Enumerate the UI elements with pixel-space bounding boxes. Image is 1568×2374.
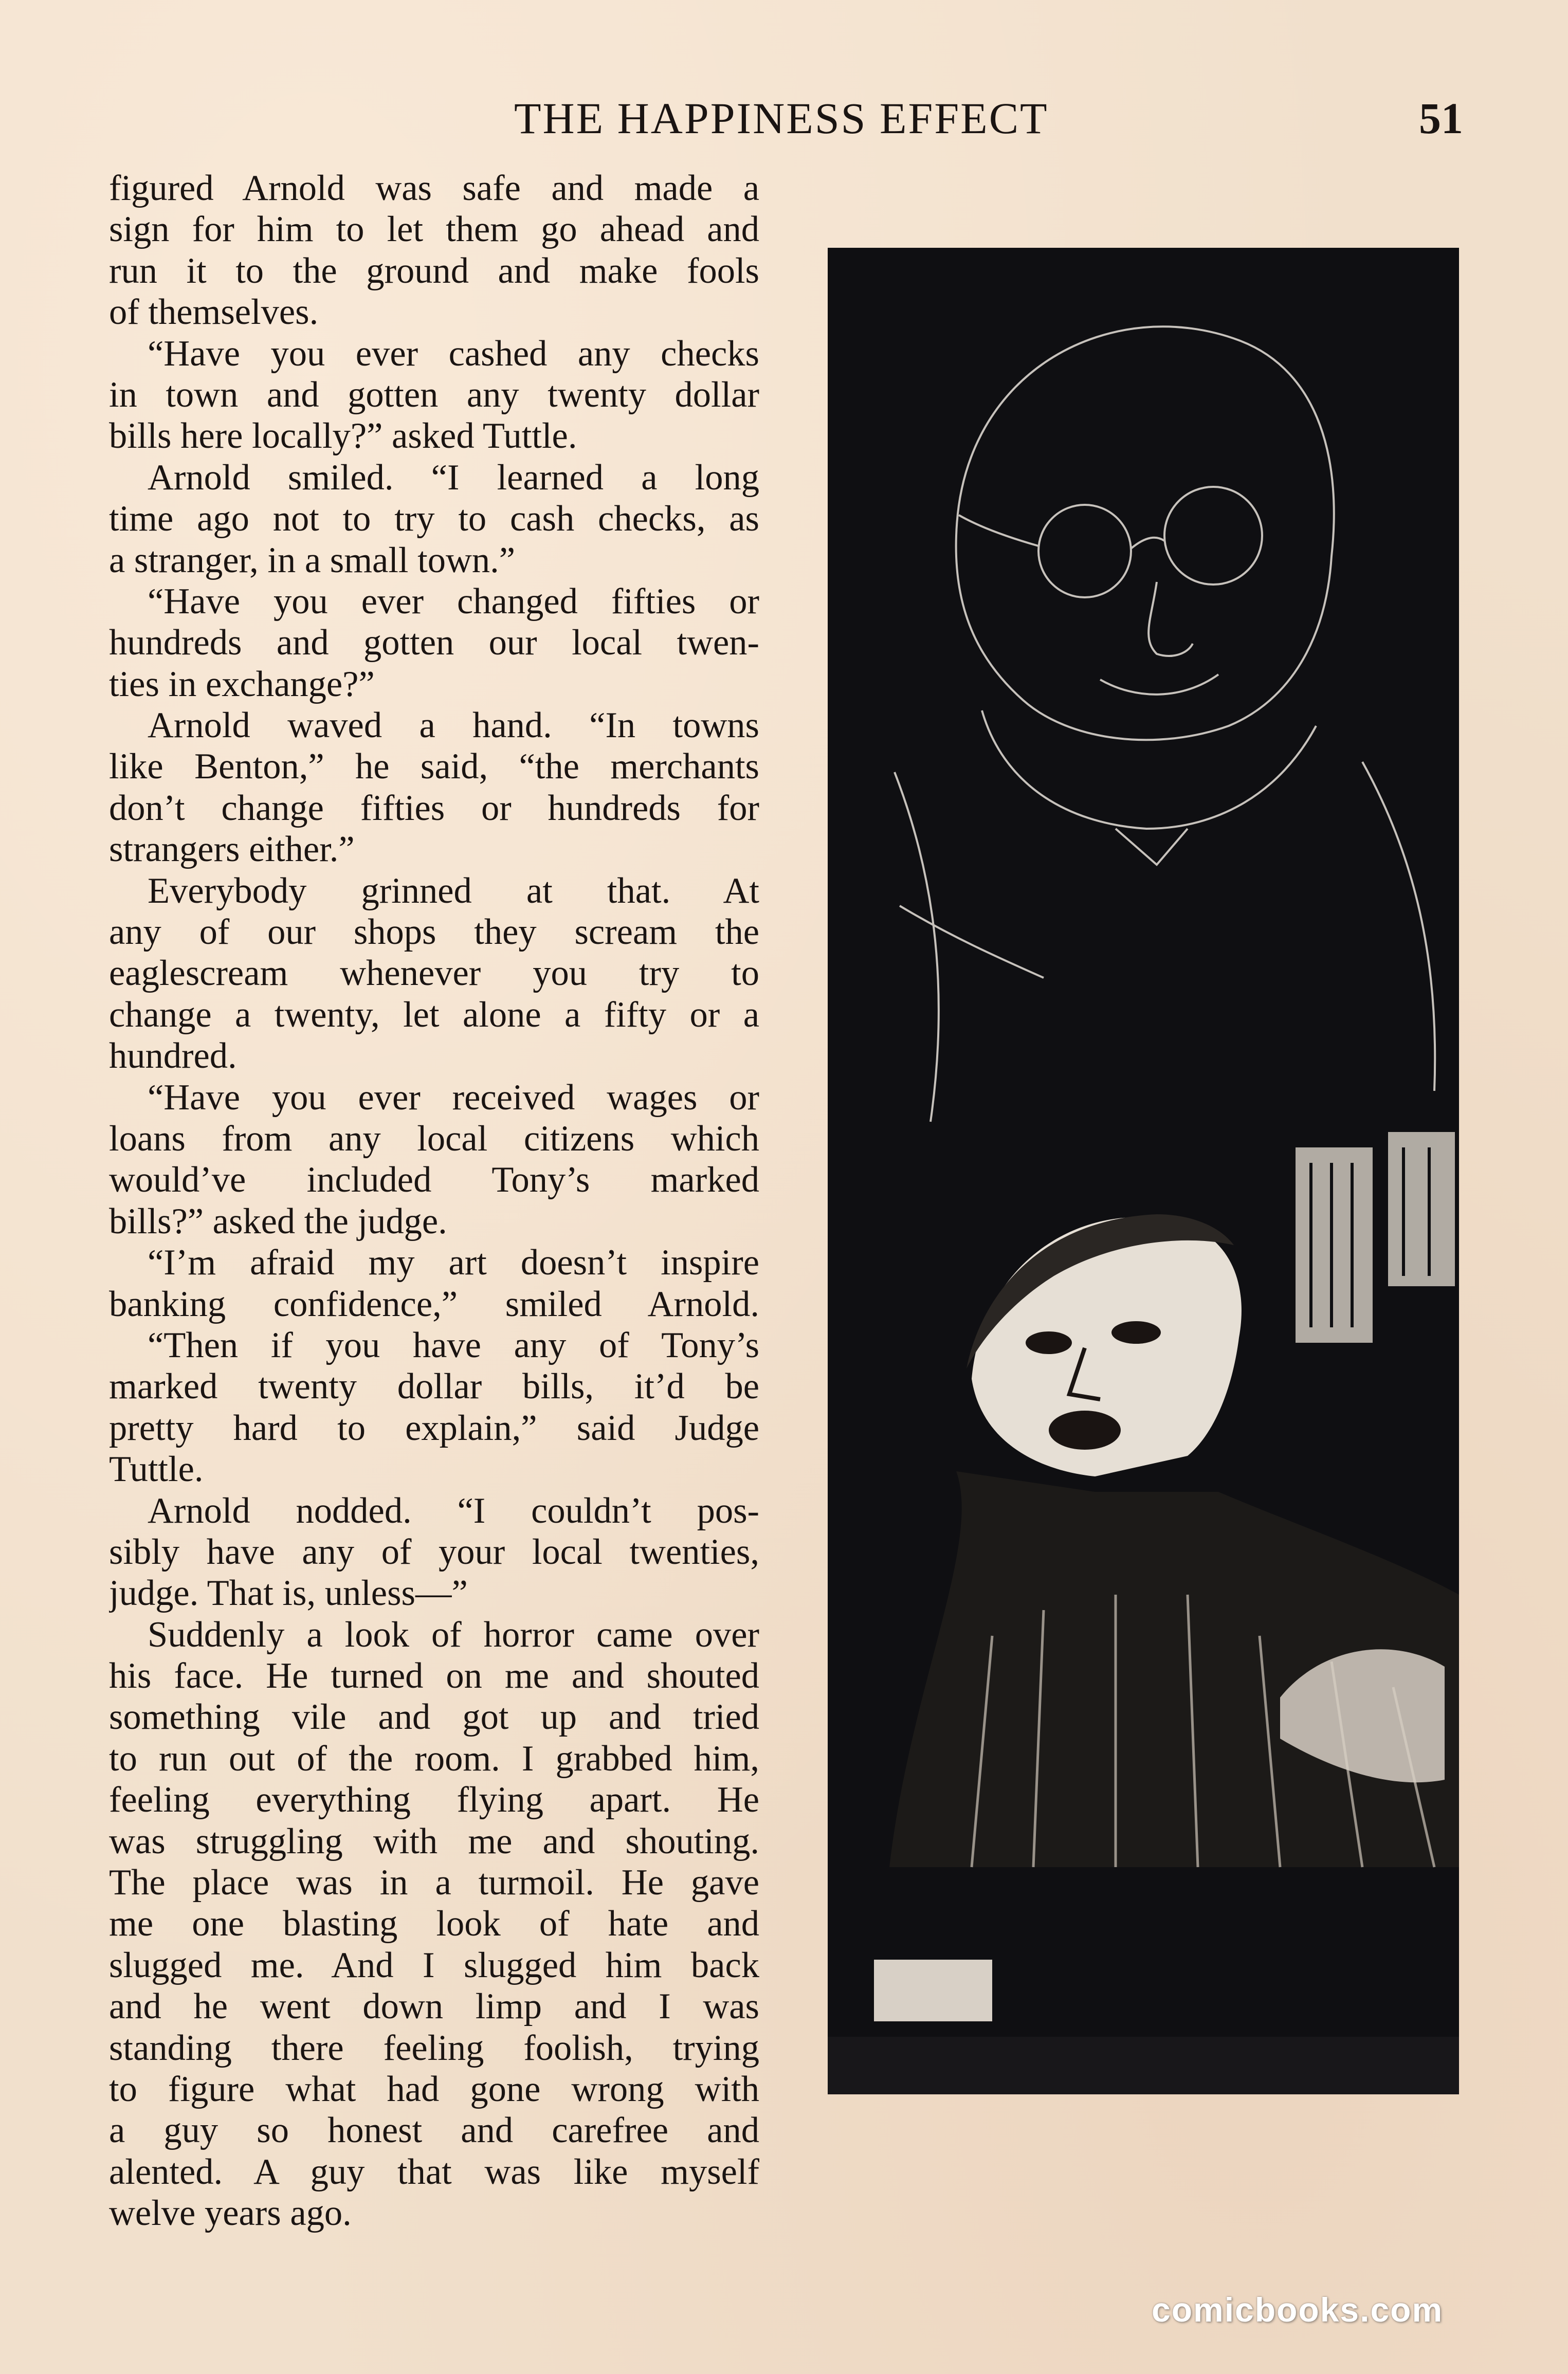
young-man-mouth bbox=[1049, 1411, 1121, 1450]
story-text-column bbox=[109, 168, 759, 2280]
text-line: Suddenly a look of horror came over bbox=[148, 1614, 759, 1655]
text-line: any of our shops they scream the bbox=[109, 912, 759, 953]
story-illustration bbox=[828, 248, 1459, 2094]
text-line: “I’m afraid my art doesn’t inspire bbox=[148, 1243, 759, 1283]
running-title: THE HAPPINESS EFFECT bbox=[514, 94, 1049, 143]
text-line: pretty hard to explain,” said Judge bbox=[109, 1408, 759, 1448]
young-man-left-eye bbox=[1026, 1331, 1072, 1354]
text-line: a stranger, in a small town.” bbox=[109, 540, 516, 580]
text-line: time ago not to try to cash checks, as bbox=[109, 499, 759, 539]
text-line: Arnold smiled. “I learned a long bbox=[148, 457, 759, 498]
text-line: Arnold nodded. “I couldn’t pos- bbox=[148, 1490, 759, 1531]
text-line: sibly have any of your local twenties, bbox=[109, 1531, 759, 1572]
text-line: Tuttle. bbox=[109, 1449, 204, 1490]
chair-post-left bbox=[1296, 1147, 1373, 1343]
text-line: eaglescream whenever you try to bbox=[109, 953, 759, 994]
text-line: “Then if you have any of Tony’s bbox=[148, 1325, 759, 1365]
foreground-object bbox=[874, 1960, 992, 2021]
text-line: and he went down limp and I was bbox=[109, 1986, 759, 2027]
text-line: was struggling with me and shouting. bbox=[109, 1821, 759, 1861]
text-line: “Have you ever changed fifties or bbox=[148, 581, 759, 622]
text-line: standing there feeling foolish, trying bbox=[109, 2028, 759, 2068]
site-watermark: comicbooks.com bbox=[1152, 2291, 1444, 2329]
text-line: hundreds and gotten our local twen- bbox=[109, 623, 759, 663]
text-line: don’t change fifties or hundreds for bbox=[109, 788, 759, 828]
text-line: in town and gotten any twenty dollar bbox=[109, 374, 759, 415]
illustration-drawing bbox=[828, 248, 1459, 2094]
text-line: strangers either.” bbox=[109, 829, 355, 870]
text-line: feeling everything flying apart. He bbox=[109, 1780, 759, 1820]
page-number: 51 bbox=[1419, 94, 1463, 143]
text-line: to run out of the room. I grabbed him, bbox=[109, 1738, 759, 1779]
text-line: sign for him to let them go ahead and bbox=[109, 209, 759, 250]
text-line: welve years ago. bbox=[109, 2193, 352, 2234]
text-line: ties in exchange?” bbox=[109, 664, 375, 704]
text-line: me one blasting look of hate and bbox=[109, 1904, 759, 1944]
text-line: figured Arnold was safe and made a bbox=[109, 168, 759, 208]
text-line: would’ve included Tony’s marked bbox=[109, 1160, 759, 1200]
text-line: judge. That is, unless—” bbox=[109, 1573, 468, 1614]
text-line: The place was in a turmoil. He gave bbox=[109, 1862, 759, 1903]
running-header bbox=[0, 87, 1568, 154]
text-line: to figure what had gone wrong with bbox=[109, 2069, 759, 2109]
illustration-floor bbox=[828, 2037, 1459, 2094]
text-line: his face. He turned on me and shouted bbox=[109, 1656, 759, 1696]
text-line: Arnold waved a hand. “In towns bbox=[148, 705, 759, 746]
text-line: loans from any local citizens which bbox=[109, 1118, 759, 1159]
text-line: a guy so honest and carefree and bbox=[109, 2110, 759, 2151]
text-line: banking confidence,” smiled Arnold. bbox=[109, 1284, 759, 1324]
text-line: Everybody grinned at that. At bbox=[148, 870, 759, 911]
text-line: of themselves. bbox=[109, 292, 319, 333]
text-line: “Have you ever cashed any checks bbox=[148, 333, 759, 374]
text-line: bills?” asked the judge. bbox=[109, 1201, 447, 1241]
chair-post-right bbox=[1388, 1132, 1455, 1286]
text-line: hundred. bbox=[109, 1036, 237, 1076]
text-line: “Have you ever received wages or bbox=[148, 1077, 759, 1118]
text-line: alented. A guy that was like myself bbox=[109, 2151, 759, 2192]
text-line: like Benton,” he said, “the merchants bbox=[109, 746, 759, 787]
text-line: something vile and got up and tried bbox=[109, 1697, 759, 1738]
text-line: bills here locally?” asked Tuttle. bbox=[109, 416, 577, 456]
text-line: change a twenty, let alone a fifty or a bbox=[109, 994, 759, 1035]
text-line: slugged me. And I slugged him back bbox=[109, 1945, 759, 1985]
text-line: run it to the ground and make fools bbox=[109, 250, 759, 291]
text-line: marked twenty dollar bills, it’d be bbox=[109, 1366, 759, 1407]
young-man-right-eye bbox=[1111, 1321, 1161, 1344]
